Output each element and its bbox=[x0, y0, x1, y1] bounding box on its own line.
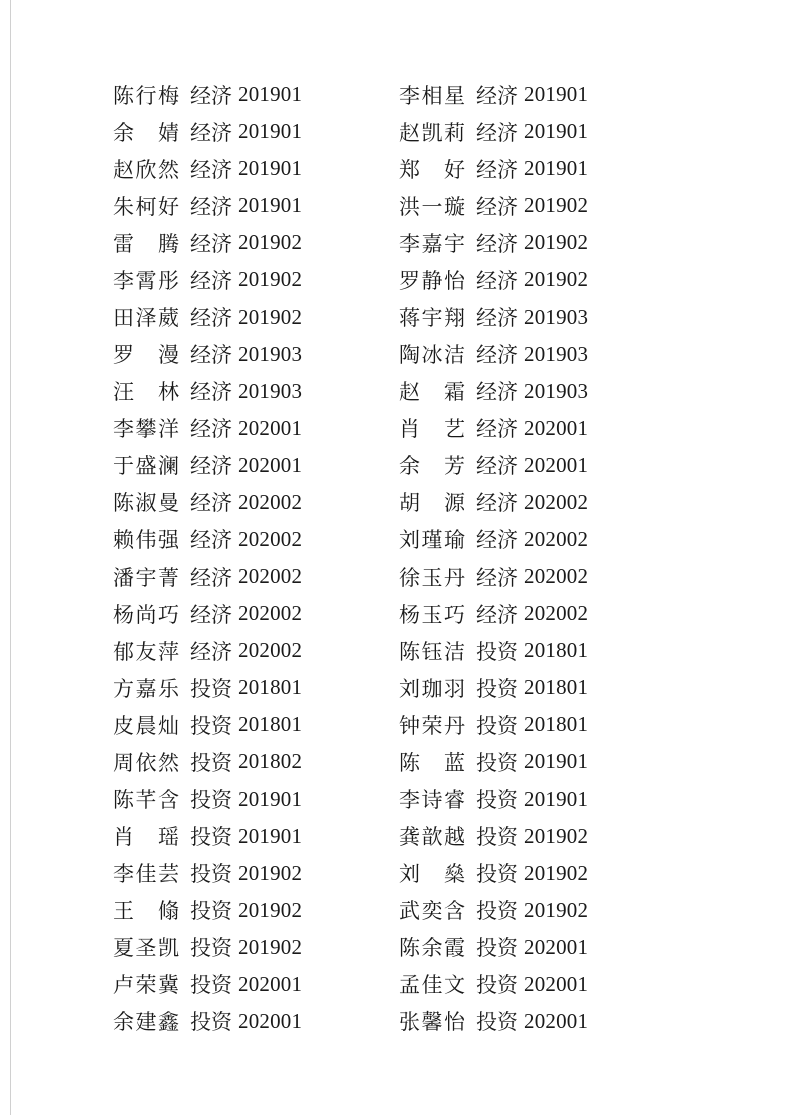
student-major: 经济 bbox=[190, 306, 232, 330]
student-major: 投资 bbox=[476, 825, 518, 850]
student-class: 201901 bbox=[524, 749, 589, 774]
student-name: 赵霜 bbox=[399, 380, 465, 405]
roster-row bbox=[399, 261, 588, 298]
student-major: 投资 bbox=[190, 936, 232, 961]
student-major: 经济 bbox=[190, 528, 232, 553]
roster-row bbox=[399, 558, 588, 595]
roster-row bbox=[399, 521, 588, 558]
roster-row bbox=[399, 1003, 588, 1040]
student-class: 201902 bbox=[238, 934, 303, 959]
roster-column-right bbox=[399, 76, 588, 1040]
roster-row bbox=[399, 780, 588, 817]
student-name: 余婧 bbox=[113, 120, 179, 145]
student-class: 201902 bbox=[524, 230, 589, 255]
student-name: 刘燊 bbox=[399, 862, 465, 887]
student-class: 201902 bbox=[524, 193, 589, 218]
roster-row bbox=[113, 818, 302, 855]
student-class: 201901 bbox=[524, 82, 589, 107]
student-class: 201901 bbox=[238, 823, 303, 848]
student-name: 陈余霞 bbox=[399, 936, 465, 961]
student-name: 胡源 bbox=[399, 491, 465, 516]
student-class: 201901 bbox=[524, 119, 589, 144]
student-class: 201902 bbox=[238, 304, 303, 329]
student-major: 投资 bbox=[190, 825, 232, 850]
student-major: 经济 bbox=[476, 602, 518, 627]
roster-row bbox=[399, 669, 588, 706]
student-class: 201902 bbox=[524, 897, 589, 922]
student-name: 方嘉乐 bbox=[113, 676, 179, 701]
student-name: 杨玉巧 bbox=[399, 602, 465, 627]
roster-row bbox=[399, 150, 588, 187]
roster-row bbox=[113, 113, 302, 150]
student-class: 202002 bbox=[238, 601, 303, 626]
student-major: 经济 bbox=[190, 417, 232, 442]
roster-row bbox=[113, 298, 302, 335]
student-class: 201902 bbox=[238, 897, 303, 922]
student-name: 杨尚巧 bbox=[113, 602, 179, 627]
student-class: 201901 bbox=[238, 156, 303, 181]
roster-row bbox=[399, 76, 588, 113]
roster-row bbox=[113, 743, 302, 780]
student-major: 经济 bbox=[476, 528, 518, 553]
roster-row bbox=[113, 336, 302, 373]
student-class: 201901 bbox=[238, 82, 303, 107]
student-major: 经济 bbox=[476, 306, 518, 330]
student-class: 201903 bbox=[524, 341, 589, 366]
student-major: 经济 bbox=[476, 565, 518, 590]
roster-row bbox=[113, 187, 302, 224]
student-class: 201901 bbox=[238, 119, 303, 144]
student-name: 周依然 bbox=[113, 750, 179, 775]
student-major: 经济 bbox=[190, 157, 232, 182]
student-class: 201902 bbox=[238, 230, 303, 255]
student-name: 陈蓝 bbox=[399, 750, 465, 775]
student-class: 202001 bbox=[238, 415, 303, 440]
student-name: 陶冰洁 bbox=[399, 343, 465, 368]
roster-row bbox=[399, 224, 588, 261]
student-major: 经济 bbox=[190, 602, 232, 627]
student-name: 余建鑫 bbox=[113, 1010, 179, 1035]
student-major: 经济 bbox=[476, 120, 518, 145]
student-class: 202001 bbox=[524, 415, 589, 440]
student-class: 201903 bbox=[524, 304, 589, 329]
student-class: 201801 bbox=[238, 712, 303, 737]
student-major: 经济 bbox=[190, 565, 232, 590]
roster-row bbox=[113, 595, 302, 632]
roster-row bbox=[399, 484, 588, 521]
student-major: 经济 bbox=[476, 454, 518, 479]
student-name: 李相星 bbox=[399, 83, 465, 108]
student-class: 202002 bbox=[238, 526, 303, 551]
roster-row bbox=[399, 373, 588, 410]
student-major: 经济 bbox=[190, 120, 232, 145]
student-class: 201902 bbox=[524, 860, 589, 885]
roster-row bbox=[113, 521, 302, 558]
student-class: 201801 bbox=[524, 675, 589, 700]
student-name: 赵凯莉 bbox=[399, 120, 465, 145]
roster-row bbox=[113, 669, 302, 706]
roster-column-left bbox=[113, 76, 302, 1040]
roster-row bbox=[113, 558, 302, 595]
student-name: 赵欣然 bbox=[113, 157, 179, 182]
student-major: 经济 bbox=[190, 194, 232, 219]
roster-row bbox=[399, 595, 588, 632]
student-class: 201903 bbox=[524, 378, 589, 403]
roster-row bbox=[113, 706, 302, 743]
student-major: 经济 bbox=[476, 380, 518, 405]
student-class: 201901 bbox=[524, 786, 589, 811]
page-left-edge-line bbox=[10, 0, 11, 1115]
student-class: 201802 bbox=[238, 749, 303, 774]
student-class: 202002 bbox=[524, 526, 589, 551]
roster-row bbox=[399, 818, 588, 855]
student-name: 刘瑾瑜 bbox=[399, 528, 465, 553]
student-name: 潘宇菁 bbox=[113, 565, 179, 590]
student-class: 202002 bbox=[524, 601, 589, 626]
student-name: 郁友萍 bbox=[113, 639, 179, 664]
student-class: 202001 bbox=[524, 1008, 589, 1033]
roster-row bbox=[399, 743, 588, 780]
student-class: 201801 bbox=[524, 712, 589, 737]
student-name: 李诗睿 bbox=[399, 788, 465, 813]
student-name: 肖瑶 bbox=[113, 825, 179, 850]
student-major: 投资 bbox=[476, 676, 518, 701]
student-major: 投资 bbox=[476, 713, 518, 738]
student-major: 经济 bbox=[476, 83, 518, 108]
student-major: 投资 bbox=[190, 713, 232, 738]
student-class: 201901 bbox=[524, 156, 589, 181]
student-major: 投资 bbox=[476, 899, 518, 924]
student-major: 经济 bbox=[476, 231, 518, 256]
student-major: 投资 bbox=[476, 639, 518, 664]
student-major: 投资 bbox=[476, 862, 518, 887]
student-class: 201902 bbox=[238, 267, 303, 292]
roster-row bbox=[113, 447, 302, 484]
roster-row bbox=[113, 373, 302, 410]
roster-row bbox=[399, 410, 588, 447]
student-major: 经济 bbox=[476, 157, 518, 182]
student-name: 陈芊含 bbox=[113, 788, 179, 813]
student-major: 经济 bbox=[190, 491, 232, 516]
roster-row bbox=[113, 929, 302, 966]
roster-row bbox=[113, 261, 302, 298]
student-major: 经济 bbox=[190, 83, 232, 108]
student-major: 投资 bbox=[190, 788, 232, 813]
roster-row bbox=[113, 632, 302, 669]
student-name: 李嘉宇 bbox=[399, 231, 465, 256]
student-major: 经济 bbox=[190, 268, 232, 293]
student-name: 王翛 bbox=[113, 899, 179, 924]
student-name: 郑好 bbox=[399, 157, 465, 182]
roster-row bbox=[113, 224, 302, 261]
student-name: 赖伟强 bbox=[113, 528, 179, 553]
student-major: 投资 bbox=[476, 1010, 518, 1035]
student-major: 经济 bbox=[190, 343, 232, 368]
student-name: 朱柯好 bbox=[113, 194, 179, 219]
student-name: 洪一璇 bbox=[399, 194, 465, 219]
student-class: 201903 bbox=[238, 378, 303, 403]
student-class: 201801 bbox=[524, 638, 589, 663]
student-major: 投资 bbox=[476, 750, 518, 775]
student-major: 经济 bbox=[476, 268, 518, 293]
roster-row bbox=[399, 632, 588, 669]
roster-row bbox=[113, 1003, 302, 1040]
roster-row bbox=[399, 892, 588, 929]
roster-row bbox=[113, 780, 302, 817]
student-name: 李霄彤 bbox=[113, 268, 179, 293]
student-name: 于盛澜 bbox=[113, 454, 179, 479]
student-major: 投资 bbox=[190, 676, 232, 701]
student-name: 陈淑曼 bbox=[113, 491, 179, 516]
student-class: 202002 bbox=[524, 489, 589, 514]
student-class: 202001 bbox=[524, 934, 589, 959]
student-name: 夏圣凯 bbox=[113, 936, 179, 961]
student-major: 经济 bbox=[476, 491, 518, 516]
student-name: 雷腾 bbox=[113, 231, 179, 256]
student-name: 罗漫 bbox=[113, 343, 179, 368]
student-major: 投资 bbox=[190, 1010, 232, 1035]
student-major: 经济 bbox=[190, 380, 232, 405]
student-class: 202002 bbox=[238, 564, 303, 589]
roster-row bbox=[399, 706, 588, 743]
student-major: 投资 bbox=[190, 899, 232, 924]
roster-row bbox=[113, 150, 302, 187]
roster-row bbox=[113, 76, 302, 113]
roster-row bbox=[399, 447, 588, 484]
roster-row bbox=[113, 855, 302, 892]
student-class: 201903 bbox=[238, 341, 303, 366]
student-class: 202001 bbox=[524, 452, 589, 477]
student-major: 投资 bbox=[190, 750, 232, 775]
student-name: 陈钰洁 bbox=[399, 639, 465, 664]
roster-row bbox=[399, 855, 588, 892]
student-name: 钟荣丹 bbox=[399, 713, 465, 738]
student-major: 投资 bbox=[190, 862, 232, 887]
student-class: 201901 bbox=[238, 193, 303, 218]
student-major: 投资 bbox=[476, 936, 518, 961]
student-class: 202002 bbox=[524, 564, 589, 589]
student-major: 经济 bbox=[190, 454, 232, 479]
student-major: 经济 bbox=[476, 417, 518, 442]
student-class: 202002 bbox=[238, 638, 303, 663]
student-name: 皮晨灿 bbox=[113, 713, 179, 738]
student-name: 武奕含 bbox=[399, 899, 465, 924]
student-major: 经济 bbox=[476, 194, 518, 219]
student-name: 田泽葳 bbox=[113, 306, 179, 330]
student-name: 罗静怡 bbox=[399, 268, 465, 293]
student-major: 投资 bbox=[476, 788, 518, 813]
student-class: 201902 bbox=[238, 860, 303, 885]
student-major: 经济 bbox=[190, 639, 232, 664]
student-class: 202001 bbox=[238, 971, 303, 996]
student-name: 龚歆越 bbox=[399, 825, 465, 850]
roster-row bbox=[113, 892, 302, 929]
student-name: 肖艺 bbox=[399, 417, 465, 442]
student-name: 蒋宇翔 bbox=[399, 306, 465, 330]
student-name: 余芳 bbox=[399, 454, 465, 479]
roster-row bbox=[399, 966, 588, 1003]
roster-row bbox=[113, 966, 302, 1003]
student-major: 投资 bbox=[476, 973, 518, 998]
roster-row bbox=[399, 336, 588, 373]
student-name: 卢荣冀 bbox=[113, 973, 179, 998]
roster-row bbox=[113, 484, 302, 521]
student-name: 孟佳文 bbox=[399, 973, 465, 998]
student-name: 徐玉丹 bbox=[399, 565, 465, 590]
student-name: 李佳芸 bbox=[113, 862, 179, 887]
student-class: 201901 bbox=[238, 786, 303, 811]
student-major: 投资 bbox=[190, 973, 232, 998]
student-class: 202001 bbox=[524, 971, 589, 996]
student-name: 李攀洋 bbox=[113, 417, 179, 442]
student-class: 202001 bbox=[238, 1008, 303, 1033]
student-name: 张馨怡 bbox=[399, 1010, 465, 1035]
student-name: 汪林 bbox=[113, 380, 179, 405]
student-class: 201801 bbox=[238, 675, 303, 700]
roster-row bbox=[399, 929, 588, 966]
student-name: 刘珈羽 bbox=[399, 676, 465, 701]
student-class: 201902 bbox=[524, 267, 589, 292]
roster-row bbox=[399, 187, 588, 224]
student-class: 202001 bbox=[238, 452, 303, 477]
student-major: 经济 bbox=[190, 231, 232, 256]
student-class: 202002 bbox=[238, 489, 303, 514]
roster-row bbox=[399, 113, 588, 150]
roster-row bbox=[399, 298, 588, 335]
student-class: 201902 bbox=[524, 823, 589, 848]
roster-row bbox=[113, 410, 302, 447]
student-major: 经济 bbox=[476, 343, 518, 368]
student-name: 陈行梅 bbox=[113, 83, 179, 108]
